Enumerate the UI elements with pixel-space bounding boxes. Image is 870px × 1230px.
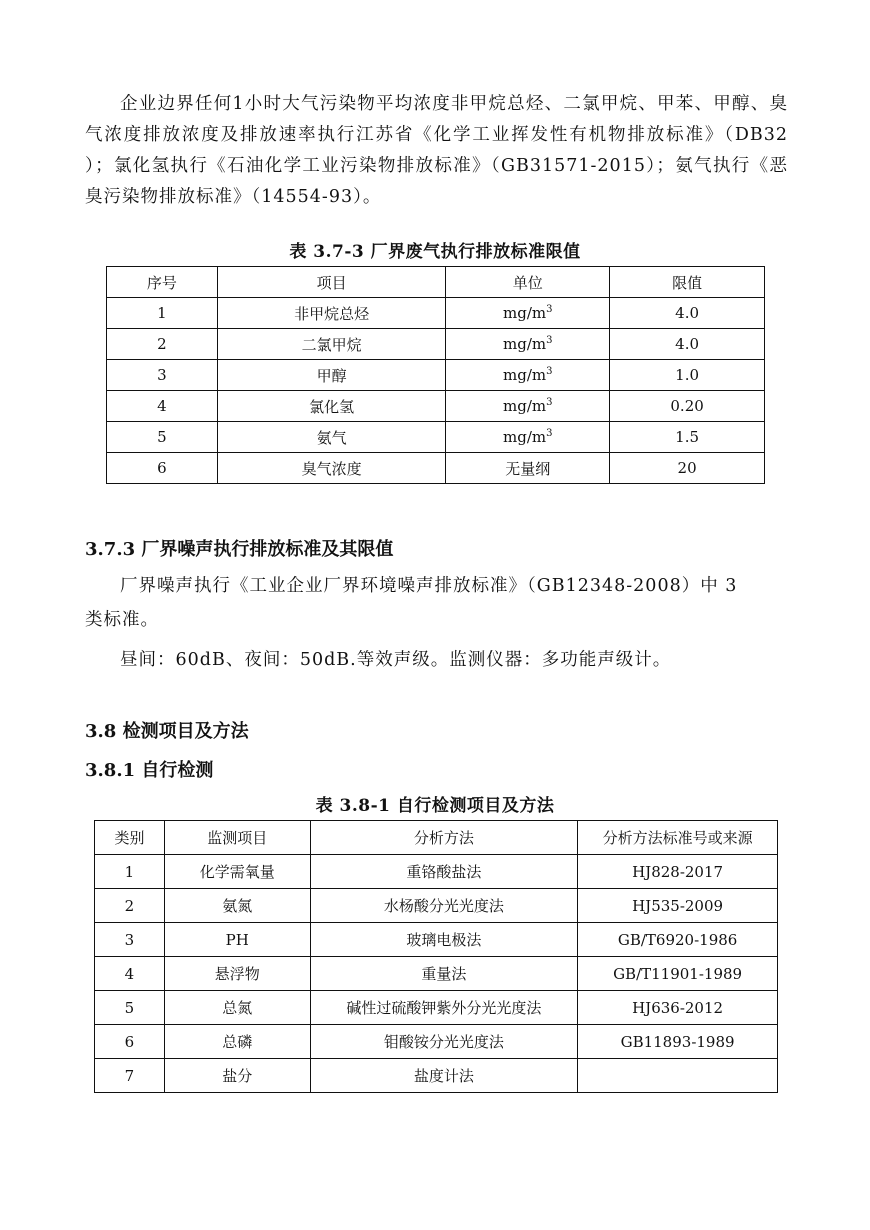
section-heading-3-8: 3.8 检测项目及方法 xyxy=(85,721,249,742)
unit-base: mg/m xyxy=(503,335,547,353)
unit-superscript: 3 xyxy=(546,335,553,346)
method-standard: GB/T6920-1986 xyxy=(578,923,778,957)
monitoring-item: 化学需氧量 xyxy=(164,855,310,889)
header-cell: 限值 xyxy=(610,267,765,298)
unit-cell xyxy=(446,360,610,391)
emission-limits-table xyxy=(106,266,765,484)
limit-value: 20 xyxy=(610,453,765,484)
analysis-method: 盐度计法 xyxy=(310,1059,578,1093)
unit-cell xyxy=(446,329,610,360)
table1-caption: 表 3.7-3 厂界废气执行排放标准限值 xyxy=(289,242,581,262)
table-row xyxy=(95,991,778,1025)
unit-base: mg/m xyxy=(503,397,547,415)
pollutant-name: 甲醇 xyxy=(217,360,446,391)
pollutant-name: 氯化氢 xyxy=(217,391,446,422)
limit-value: 1.5 xyxy=(610,422,765,453)
row-number: 1 xyxy=(107,298,218,329)
table-header-row xyxy=(107,267,765,298)
method-standard: HJ828-2017 xyxy=(578,855,778,889)
limit-value: 4.0 xyxy=(610,298,765,329)
analysis-method: 水杨酸分光光度法 xyxy=(310,889,578,923)
monitoring-item: 悬浮物 xyxy=(164,957,310,991)
pollutant-name: 二氯甲烷 xyxy=(217,329,446,360)
monitoring-methods-table xyxy=(94,820,778,1093)
table-row xyxy=(95,957,778,991)
monitoring-item: 总氮 xyxy=(164,991,310,1025)
analysis-method: 重量法 xyxy=(310,957,578,991)
table-row xyxy=(107,422,765,453)
category-number: 7 xyxy=(95,1059,165,1093)
unit-base: mg/m xyxy=(503,366,547,384)
method-standard: HJ636-2012 xyxy=(578,991,778,1025)
table-row xyxy=(95,1025,778,1059)
method-standard: GB/T11901-1989 xyxy=(578,957,778,991)
header-cell: 类别 xyxy=(95,821,165,855)
unit-superscript: 3 xyxy=(546,304,553,315)
monitoring-item: 盐分 xyxy=(164,1059,310,1093)
unit-superscript: 3 xyxy=(546,397,553,408)
table-header-row xyxy=(95,821,778,855)
analysis-method: 钼酸铵分光光度法 xyxy=(310,1025,578,1059)
table-row xyxy=(95,889,778,923)
header-cell: 项目 xyxy=(217,267,446,298)
limit-value: 4.0 xyxy=(610,329,765,360)
row-number: 4 xyxy=(107,391,218,422)
unit-cell xyxy=(446,298,610,329)
pollutant-name: 非甲烷总烃 xyxy=(217,298,446,329)
row-number: 6 xyxy=(107,453,218,484)
category-number: 6 xyxy=(95,1025,165,1059)
unit-cell xyxy=(446,391,610,422)
limit-value: 0.20 xyxy=(610,391,765,422)
section-heading-3-7-3: 3.7.3 厂界噪声执行排放标准及其限值 xyxy=(85,539,394,560)
table-row xyxy=(107,298,765,329)
table2-caption: 表 3.8-1 自行检测项目及方法 xyxy=(315,796,555,816)
noise-standard-line2: 类标准。 xyxy=(85,610,159,630)
row-number: 3 xyxy=(107,360,218,391)
intro-paragraph: 企业边界任何1小时大气污染物平均浓度非甲烷总烃、二氯甲烷、甲苯、甲醇、臭气浓度排放浓度及排放速率执行江苏省《化学工业挥发性有机物排放标准》（DB32 ）；氯化氢执行《石油化学工业污染物排放标准》（GB31571-2015）；氨气执行《恶臭污染物排放标准》（14554-93）。 xyxy=(85,94,788,207)
section-heading-3-8-1: 3.8.1 自行检测 xyxy=(85,760,214,781)
noise-limits-text: 昼间：60dB、夜间：50dB.等效声级。监测仪器：多功能声级计。 xyxy=(120,650,672,670)
pollutant-name: 氨气 xyxy=(217,422,446,453)
category-number: 5 xyxy=(95,991,165,1025)
table-row xyxy=(107,453,765,484)
row-number: 5 xyxy=(107,422,218,453)
row-number: 2 xyxy=(107,329,218,360)
category-number: 3 xyxy=(95,923,165,957)
unit-base: mg/m xyxy=(503,428,547,446)
analysis-method: 玻璃电极法 xyxy=(310,923,578,957)
header-cell: 序号 xyxy=(107,267,218,298)
table-row xyxy=(107,329,765,360)
noise-standard-line1: 厂界噪声执行《工业企业厂界环境噪声排放标准》（GB12348-2008）中 3 xyxy=(120,576,738,596)
method-standard: HJ535-2009 xyxy=(578,889,778,923)
category-number: 2 xyxy=(95,889,165,923)
unit-cell xyxy=(446,422,610,453)
unit-cell xyxy=(446,453,610,484)
unit-base: mg/m xyxy=(503,304,547,322)
header-cell: 分析方法 xyxy=(310,821,578,855)
method-standard xyxy=(578,1059,778,1093)
table-row xyxy=(107,391,765,422)
monitoring-item: 总磷 xyxy=(164,1025,310,1059)
monitoring-item: 氨氮 xyxy=(164,889,310,923)
table-row xyxy=(95,1059,778,1093)
unit-base: 无量纲 xyxy=(505,459,551,478)
table-row xyxy=(95,855,778,889)
monitoring-item: PH xyxy=(164,923,310,957)
header-cell: 单位 xyxy=(446,267,610,298)
analysis-method: 重铬酸盐法 xyxy=(310,855,578,889)
category-number: 1 xyxy=(95,855,165,889)
header-cell: 分析方法标准号或来源 xyxy=(578,821,778,855)
unit-superscript: 3 xyxy=(546,428,553,439)
analysis-method: 碱性过硫酸钾紫外分光光度法 xyxy=(310,991,578,1025)
limit-value: 1.0 xyxy=(610,360,765,391)
category-number: 4 xyxy=(95,957,165,991)
header-cell: 监测项目 xyxy=(164,821,310,855)
unit-superscript: 3 xyxy=(546,366,553,377)
pollutant-name: 臭气浓度 xyxy=(217,453,446,484)
table-row xyxy=(95,923,778,957)
table-row xyxy=(107,360,765,391)
method-standard: GB11893-1989 xyxy=(578,1025,778,1059)
